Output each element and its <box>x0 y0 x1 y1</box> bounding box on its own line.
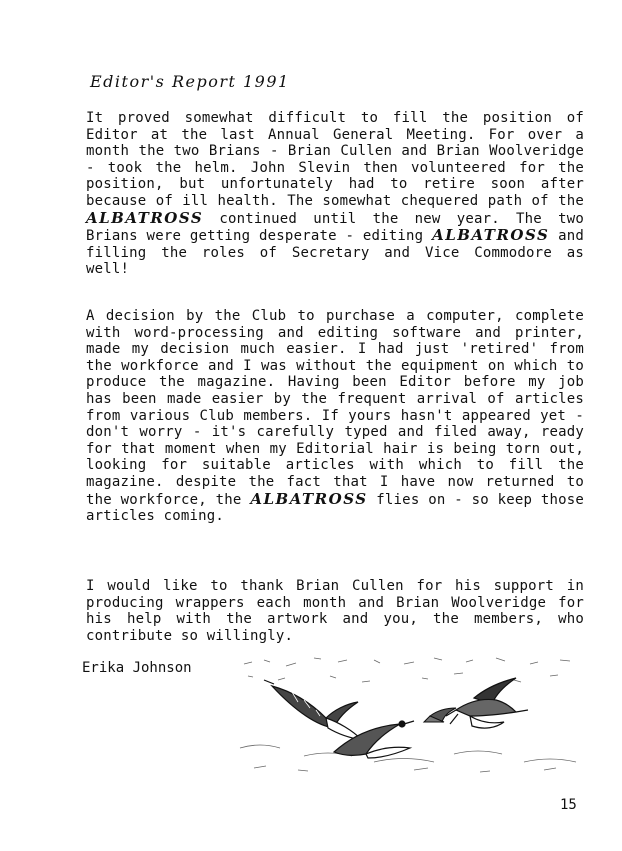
paragraph-1-text-b: continued until the new year. The two Brians were getting desperate - editing <box>86 210 584 245</box>
tern-bird <box>264 680 362 740</box>
tern-bird <box>446 678 528 728</box>
paragraph-1 <box>86 110 584 278</box>
report-title: Editor's Report 1991 <box>90 72 290 91</box>
paragraph-2-text-b: flies on - so keep those articles coming. <box>86 491 585 525</box>
tern-bird <box>334 721 414 758</box>
magazine-name: ALBATROSS <box>432 226 550 245</box>
tern-bird <box>424 708 456 722</box>
paragraph-3: I would like to thank Brian Cullen for his support in producing wrappers each month and Brian Woolveridge for his help with the artwork and you, the members, who contribute so willingly. <box>86 578 584 644</box>
seabird-illustration <box>234 652 586 776</box>
paragraph-2 <box>86 308 584 525</box>
paragraph-1-text-c: and filling the roles of Secretary and Vice Commodore as well! <box>86 228 585 278</box>
paragraph-1-text-a: It proved somewhat difficult to fill the position of Editor at the last Annual General Meeting. For over a month the two Brians - Brian Cullen and Brian Woolveridge - took the helm. John Slevin then volunteered for the position, but unfortunately had to retire soon after because of ill health. The somewhat chequered path of the <box>86 110 584 209</box>
magazine-name: ALBATROSS <box>86 208 204 227</box>
page-number: 15 <box>560 797 577 813</box>
magazine-name: ALBATROSS <box>250 489 368 508</box>
signature: Erika Johnson <box>82 660 192 676</box>
paragraph-2-text-a: A decision by the Club to purchase a computer, complete with word-processing and editing software and printer, made my decision much easier. I had just 'retired' from the workforce and I was without the equipment on which to produce the magazine. Having been Editor before my job has been made easier by the frequent arrival of articles from various Club members. If yours hasn't appeared yet - don't worry - it's carefully typed and filed away, ready for that moment when my Editorial hair is being torn out, looking for suitable articles with which to fill the magazine. despite the fact that I have now returned to the workforce, the <box>86 308 584 508</box>
